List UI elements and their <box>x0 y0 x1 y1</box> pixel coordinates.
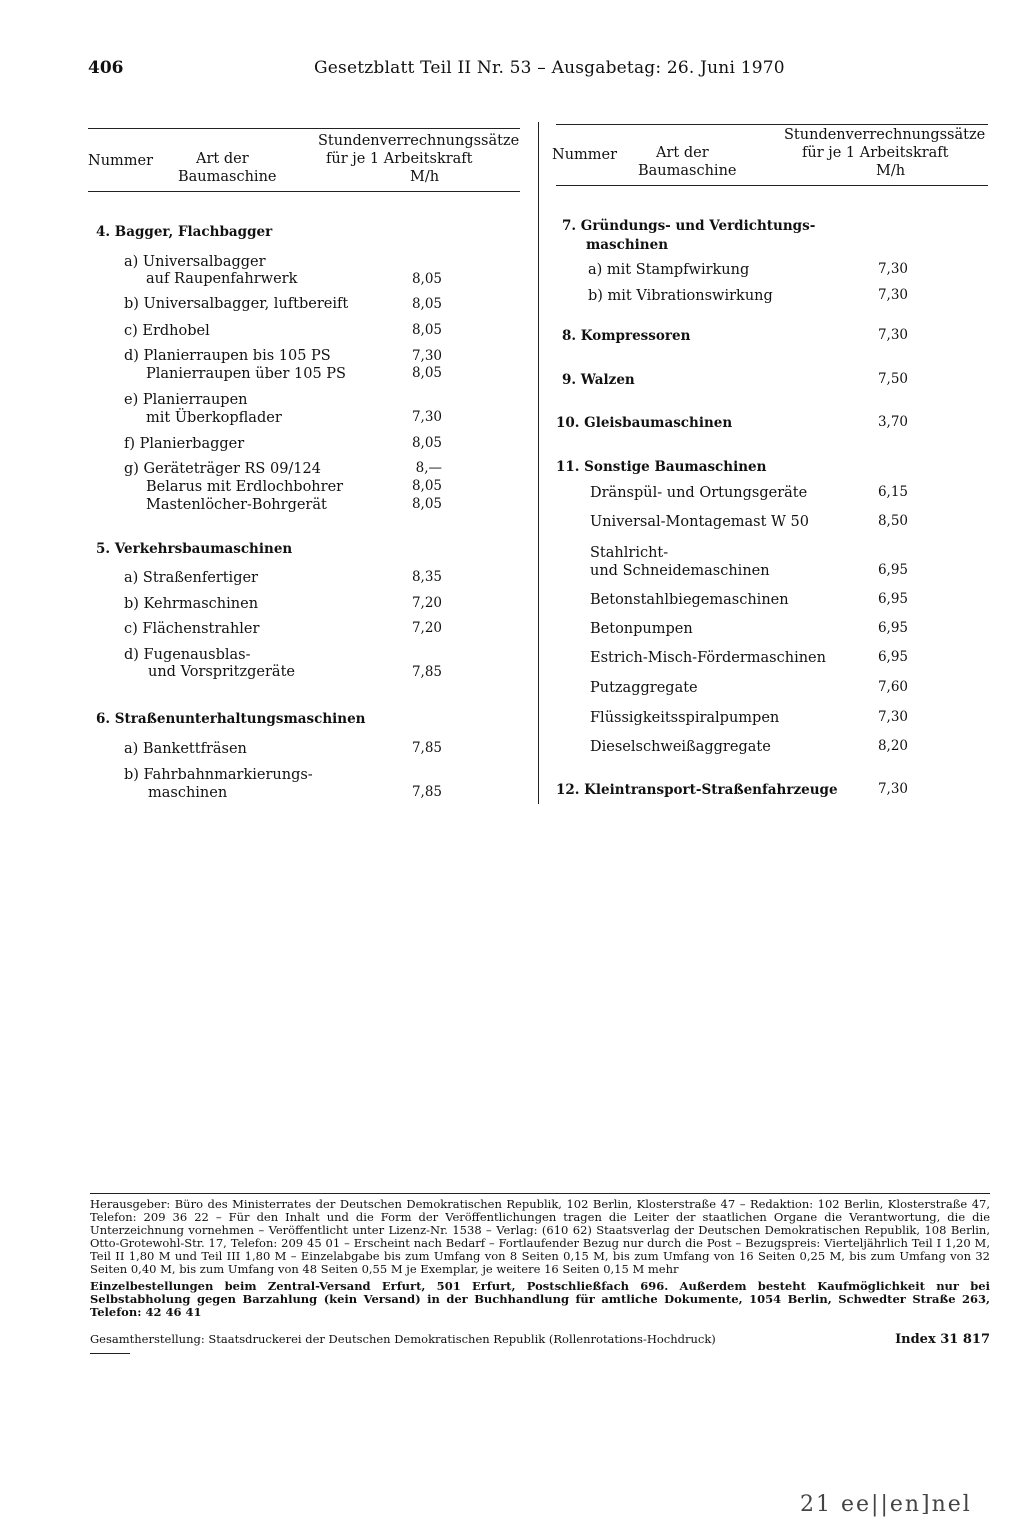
section-title: 5. Verkehrsbaumaschinen <box>96 541 293 557</box>
row-value: 7,30 <box>877 327 908 343</box>
section-title: 11. Sonstige Baumaschinen <box>556 459 767 475</box>
row-value: 7,85 <box>411 664 442 680</box>
row-value: 7,20 <box>411 620 442 636</box>
row-value: 6,15 <box>877 484 908 500</box>
row-label: Dränspül- und Ortungsgeräte <box>590 485 808 501</box>
row-label: g) Geräteträger RS 09/124 <box>124 461 321 477</box>
row-label: Estrich-Misch-Fördermaschinen <box>590 650 826 666</box>
row-value: 8,05 <box>411 296 442 312</box>
left-header-top-rule <box>88 128 520 129</box>
row-label: b) mit Vibrationswirkung <box>588 288 773 304</box>
row-label: Putzaggregate <box>590 680 698 696</box>
row-value: 8,05 <box>411 365 442 381</box>
section-title: 6. Straßenunterhaltungsmaschinen <box>96 711 366 727</box>
section-title: 9. Walzen <box>562 372 635 388</box>
left-col-type-header-line2: Baumaschine <box>178 169 277 185</box>
section-title-continued: maschinen <box>586 237 669 253</box>
section-title: 10. Gleisbaumaschinen <box>556 415 733 431</box>
right-col-rate-header-line1: Stundenverrechnungssätze <box>784 127 986 143</box>
row-value: 6,95 <box>877 591 908 607</box>
row-label: und Schneidemaschinen <box>590 563 770 579</box>
row-value: 7,50 <box>877 371 908 387</box>
right-col-rate-header-line3: M/h <box>876 163 906 179</box>
row-value: 6,95 <box>877 562 908 578</box>
row-label: auf Raupenfahrwerk <box>146 271 298 287</box>
page-number: 406 <box>88 58 124 78</box>
left-col-rate-header-line1: Stundenverrechnungssätze <box>318 133 520 149</box>
row-label: a) mit Stampfwirkung <box>588 262 750 278</box>
row-value: 8,35 <box>411 569 442 585</box>
section-title: 4. Bagger, Flachbagger <box>96 224 273 240</box>
row-label: f) Planierbagger <box>124 436 245 452</box>
row-value: 6,95 <box>877 649 908 665</box>
row-value: 6,95 <box>877 620 908 636</box>
row-label: c) Flächenstrahler <box>124 621 260 637</box>
running-title: Gesetzblatt Teil II Nr. 53 – Ausgabetag: 26. Juni 1970 <box>314 58 785 78</box>
imprint-block <box>90 1198 990 1319</box>
row-label: a) Universalbagger <box>124 254 266 270</box>
row-label: c) Erdhobel <box>124 323 210 339</box>
row-value: 8,05 <box>411 322 442 338</box>
row-value: 7,30 <box>411 348 442 364</box>
library-stamp: 21 ee||en]nel <box>800 1492 972 1517</box>
left-header-bottom-rule <box>88 191 520 192</box>
print-line: Gesamtherstellung: Staatsdruckerei der Deutschen Demokratischen Republik (Rollenrotations-Hochdruck) <box>90 1332 716 1346</box>
row-value: 7,30 <box>877 287 908 303</box>
row-label: Belarus mit Erdlochbohrer <box>146 479 344 495</box>
row-value: 7,85 <box>411 784 442 800</box>
row-label: Stahlricht- <box>590 545 669 561</box>
row-value: 8,50 <box>877 513 908 529</box>
row-label: b) Universalbagger, luftbereift <box>124 296 349 312</box>
row-label: Flüssigkeitsspiralpumpen <box>590 710 780 726</box>
row-value: 8,05 <box>411 478 442 494</box>
row-label: Dieselschweißaggregate <box>590 739 771 755</box>
row-label: Betonstahlbiegemaschinen <box>590 592 789 608</box>
right-col-type-header-line1: Art der <box>656 145 709 161</box>
right-col-rate-header-line2: für je 1 Arbeitskraft <box>802 145 949 161</box>
footer-short-rule <box>90 1353 130 1354</box>
row-label: d) Fugenausblas- <box>124 647 251 663</box>
left-col-type-header-line1: Art der <box>196 151 249 167</box>
right-header-bottom-rule <box>556 185 988 186</box>
row-value: 7,30 <box>877 709 908 725</box>
imprint-orders: Einzelbestellungen beim Zentral-Versand Erfurt, 501 Erfurt, Postschließfach 696. Außerdem besteht Kaufmöglichkeit nur bei Selbstabholung gegen Barzahlung (kein Versand) in der Buchhandlung für amtliche Dokumente, 1054 Berlin, Schwedter Straße 263, Telefon: 42 46 41 <box>90 1279 990 1319</box>
row-value: 7,30 <box>411 409 442 425</box>
row-label: a) Straßenfertiger <box>124 570 258 586</box>
row-label: Betonpumpen <box>590 621 693 637</box>
row-label: a) Bankettfräsen <box>124 741 247 757</box>
section-title: 8. Kompressoren <box>562 328 691 344</box>
row-label: d) Planierraupen bis 105 PS <box>124 348 331 364</box>
row-label: maschinen <box>148 785 228 801</box>
row-value: 3,70 <box>877 414 908 430</box>
right-header-top-rule <box>556 124 988 125</box>
column-divider <box>538 122 539 804</box>
row-label: Mastenlöcher-Bohrgerät <box>146 497 327 513</box>
right-col-number-header: Nummer <box>552 147 618 163</box>
imprint-publisher: Herausgeber: Büro des Ministerrates der Deutschen Demokratischen Republik, 102 Berlin, Klosterstraße 47 – Redaktion: 102 Berlin, Klosterstraße 47, Telefon: 209 36 22 – Für den Inhalt und die Form der Veröffentlichungen tragen die Leiter der staatlichen Organe die Verantwortung, die die Unterzeichnung vornehmen – Veröffentlicht unter Lizenz-Nr. 1538 – Verlag: (610 62) Staatsverlag der Deutschen Demokratischen Republik, 108 Berlin, Otto-Grotewohl-Str. 17, Telefon: 209 45 01 – Erscheint nach Bedarf – Fortlaufender Bezug nur durch die Post – Bezugspreis: Vierteljährlich Teil I 1,20 M, Teil II 1,80 M und Teil III 1,80 M – Einzelabgabe bis zum Umfang von 8 Seiten 0,15 M, bis zum Umfang von 16 Seiten 0,25 M, bis zum Umfang von 32 Seiten 0,40 M, bis zum Umfang von 48 Seiten 0,55 M je Exemplar, je weitere 16 Seiten 0,15 M mehr <box>90 1197 990 1276</box>
row-value: 7,20 <box>411 595 442 611</box>
row-value: 7,60 <box>877 679 908 695</box>
left-col-number-header: Nummer <box>88 153 154 169</box>
row-label: mit Überkopflader <box>146 410 282 426</box>
row-value: 7,30 <box>877 781 908 797</box>
section-title: 7. Gründungs- und Verdichtungs- <box>562 218 816 234</box>
section-title: 12. Kleintransport-Straßenfahrzeuge <box>556 782 838 798</box>
row-label: Planierraupen über 105 PS <box>146 366 346 382</box>
row-value: 8,05 <box>411 435 442 451</box>
row-label: b) Fahrbahnmarkierungs- <box>124 767 313 783</box>
row-value: 8,05 <box>411 271 442 287</box>
imprint-rule <box>90 1193 990 1194</box>
row-value: 8,— <box>415 460 442 476</box>
row-value: 7,85 <box>411 740 442 756</box>
row-value: 8,20 <box>877 738 908 754</box>
left-col-rate-header-line2: für je 1 Arbeitskraft <box>326 151 473 167</box>
right-col-type-header-line2: Baumaschine <box>638 163 737 179</box>
row-value: 7,30 <box>877 261 908 277</box>
row-label: Universal-Montagemast W 50 <box>590 514 810 530</box>
index-number: Index 31 817 <box>895 1332 990 1347</box>
row-label: b) Kehrmaschinen <box>124 596 259 612</box>
row-value: 8,05 <box>411 496 442 512</box>
row-label: und Vorspritzgeräte <box>148 664 295 680</box>
left-col-rate-header-line3: M/h <box>410 169 440 185</box>
row-label: e) Planierraupen <box>124 392 248 408</box>
